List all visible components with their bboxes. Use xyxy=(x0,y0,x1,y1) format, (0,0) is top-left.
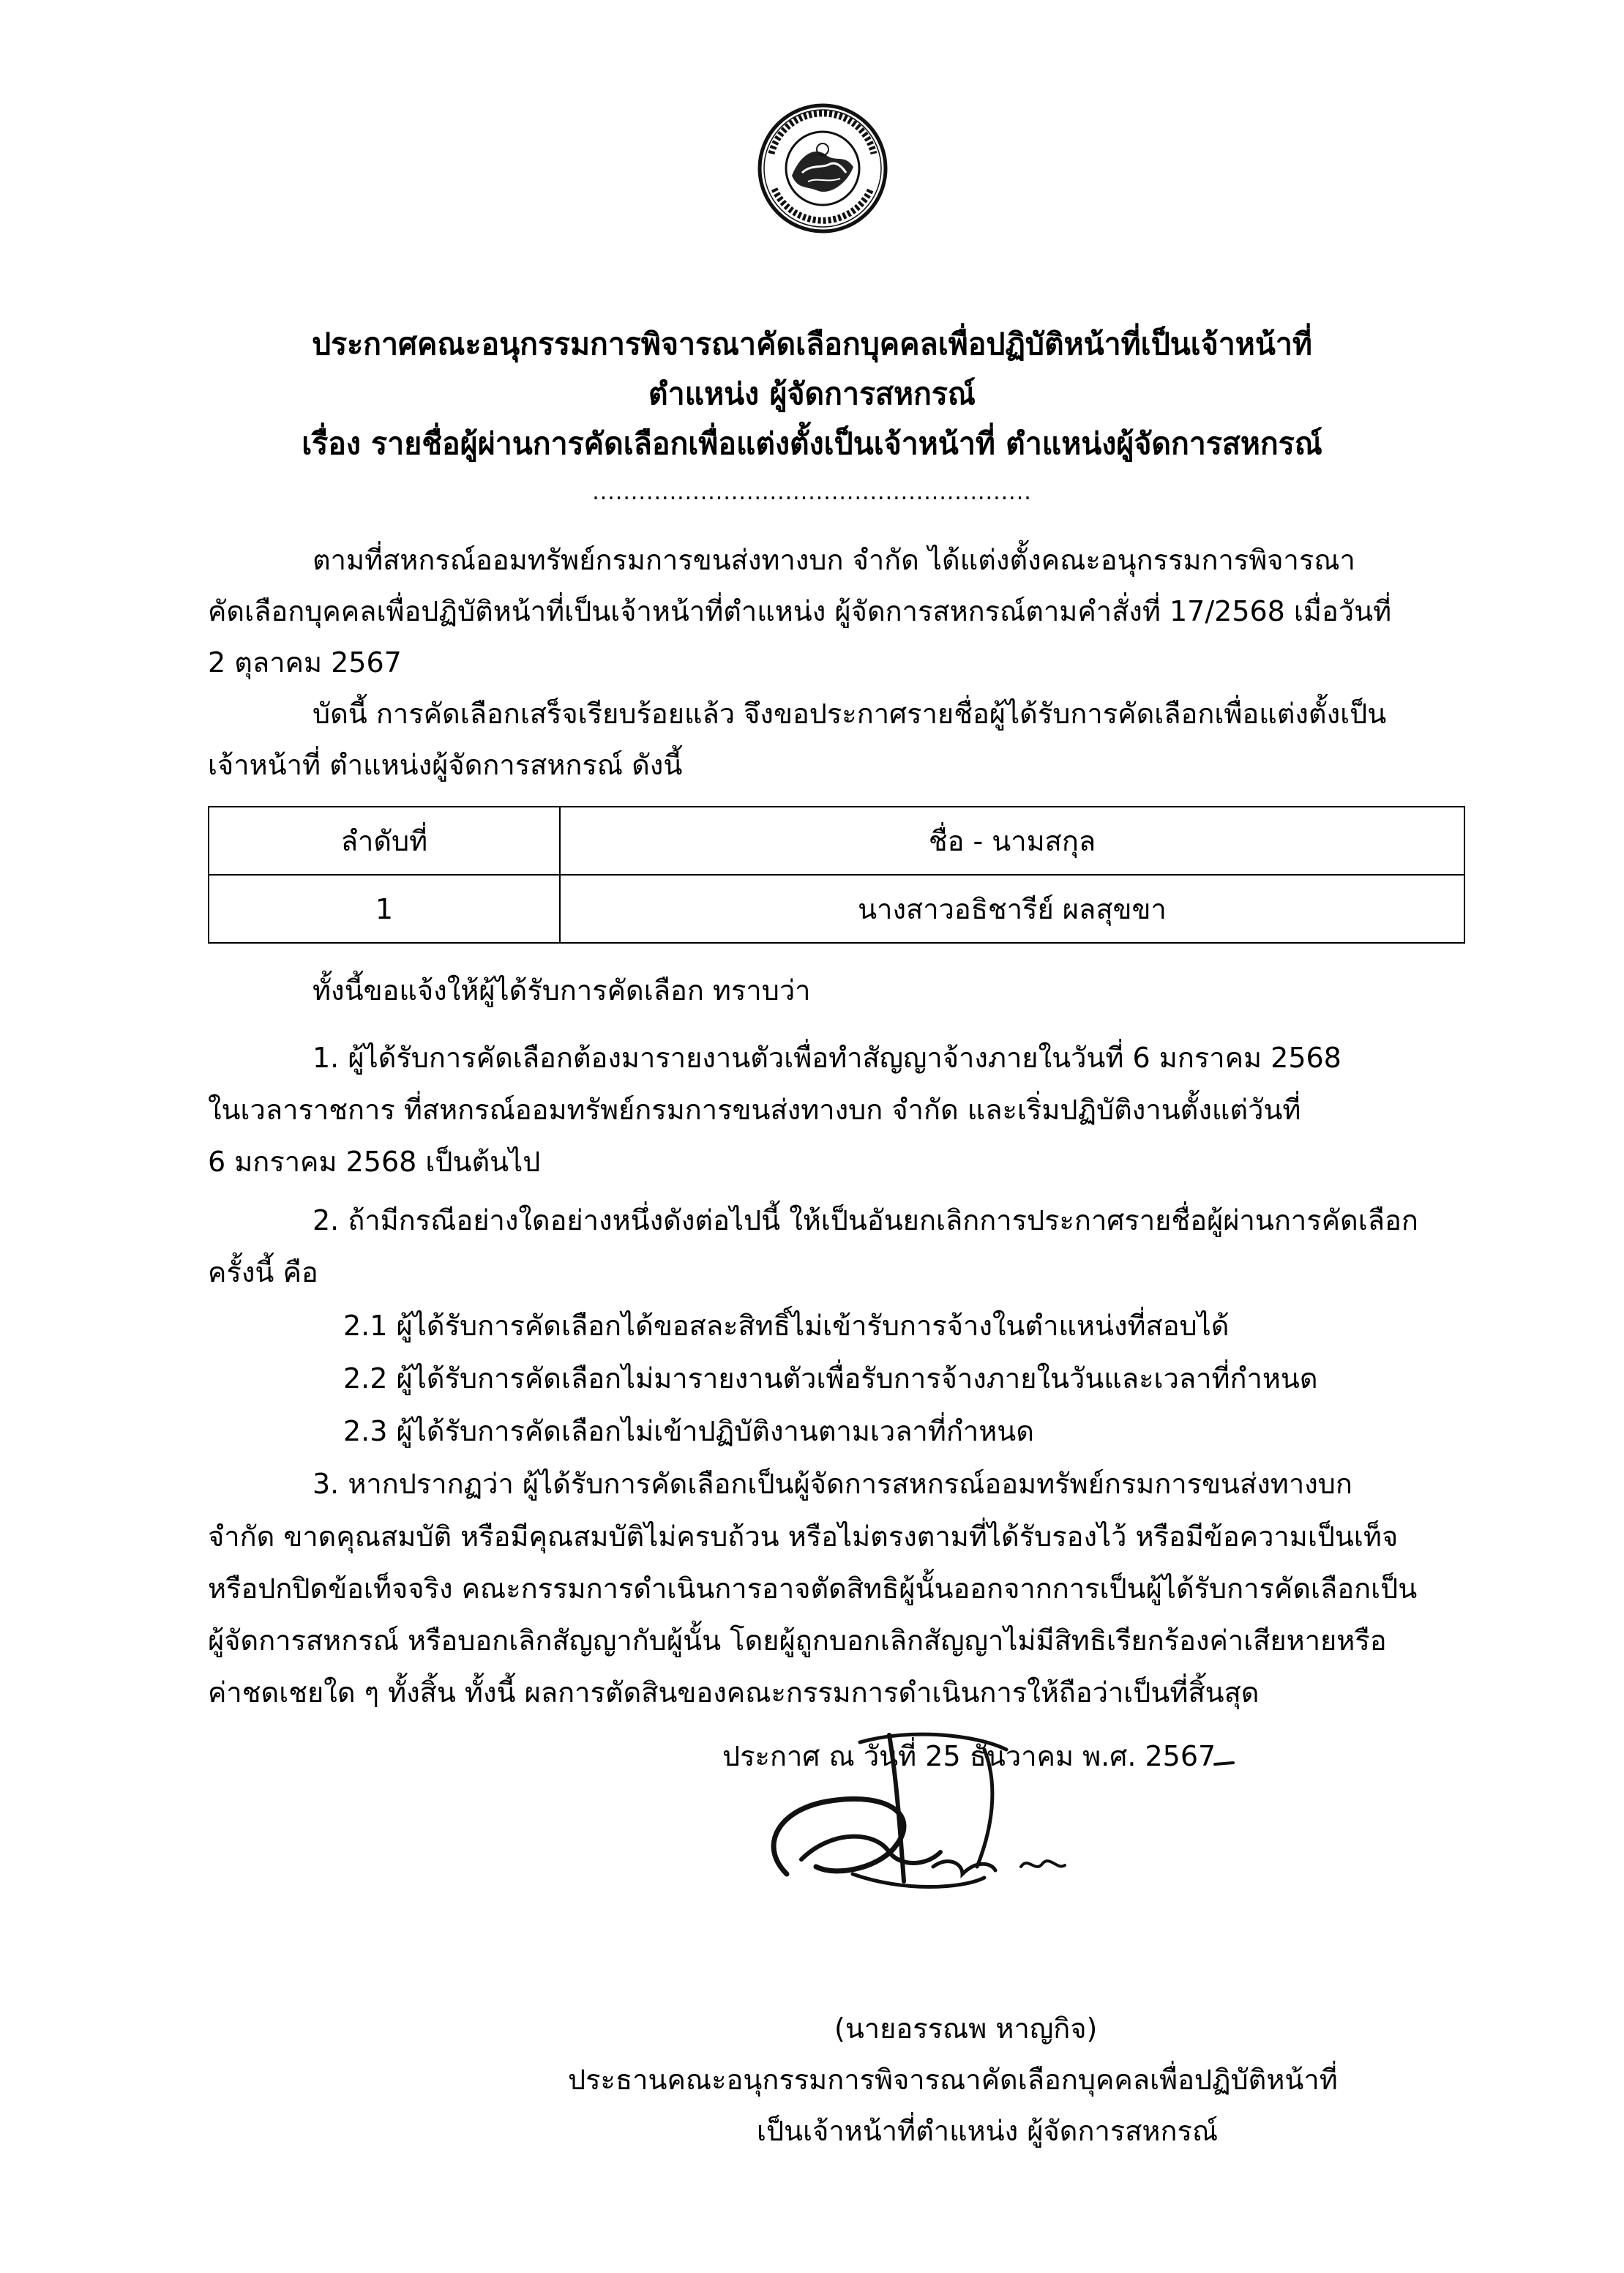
signatory-position-line2: เป็นเจ้าหน้าที่ตำแหน่ง ผู้จัดการสหกรณ์ xyxy=(757,2115,1219,2147)
item3-line2: จำกัด ขาดคุณสมบัติ หรือมีคุณสมบัติไม่ครบถ้วน หรือไม่ตรงตามที่ได้รับรองไว้ หรือมีข้อความเป็นเท็จ xyxy=(208,1520,1399,1553)
table-header-row xyxy=(209,807,1464,875)
header-fullname: ชื่อ - นามสกุล xyxy=(560,807,1464,875)
item2-1: 2.1 ผู้ได้รับการคัดเลือกได้ขอสละสิทธิ์ไม่เข้ารับการจ้างในตำแหน่งที่สอบได้ xyxy=(343,1310,1230,1342)
item3-line3: หรือปกปิดข้อเท็จจริง คณะกรรมการดำเนินการอาจตัดสิทธิผู้นั้นออกจากการเป็นผู้ได้รับการคัดเลือกเป็น xyxy=(208,1572,1418,1605)
handwritten-signature-icon xyxy=(743,1720,1270,1925)
table-row xyxy=(209,875,1464,943)
notice-lead: ทั้งนี้ขอแจ้งให้ผู้ได้รับการคัดเลือก ทราบว่า xyxy=(313,974,811,1007)
intro-p1-line3: 2 ตุลาคม 2567 xyxy=(208,646,402,679)
header-order: ลำดับที่ xyxy=(209,807,560,875)
item3-line4: ผู้จัดการสหกรณ์ หรือบอกเลิกสัญญากับผู้นั้น โดยผู้ถูกบอกเลิกสัญญาไม่มีสิทธิเรียกร้องค่าเสียหายหรือ xyxy=(208,1624,1387,1657)
title-line-2: ตำแหน่ง ผู้จัดการสหกรณ์ xyxy=(648,376,976,411)
item1-line2: ในเวลาราชการ ที่สหกรณ์ออมทรัพย์กรมการขนส่งทางบก จำกัด และเริ่มปฏิบัติงานตั้งแต่วันที่ xyxy=(208,1094,1301,1126)
announce-date: ประกาศ ณ วันที่ 25 ธันวาคม พ.ศ. 2567 xyxy=(722,1740,1216,1772)
cooperative-seal-icon xyxy=(757,102,888,234)
title-line-1: ประกาศคณะอนุกรรมการพิจารณาคัดเลือกบุคคลเพื่อปฏิบัติหน้าที่เป็นเจ้าหน้าที่ xyxy=(312,326,1312,362)
item3-line1: 3. หากปรากฏว่า ผู้ได้รับการคัดเลือกเป็นผู้จัดการสหกรณ์ออมทรัพย์กรมการขนส่งทางบก xyxy=(313,1468,1352,1500)
title-line-3: เรื่อง รายชื่อผู้ผ่านการคัดเลือกเพื่อแต่งตั้งเป็นเจ้าหน้าที่ ตำแหน่งผู้จัดการสหกรณ์ xyxy=(302,426,1322,461)
item2-line2: ครั้งนี้ คือ xyxy=(208,1256,318,1288)
intro-p2-line2: เจ้าหน้าที่ ตำแหน่งผู้จัดการสหกรณ์ ดังนี้ xyxy=(208,749,683,781)
cell-fullname: นางสาวอธิชารีย์ ผลสุขขา xyxy=(560,875,1464,943)
signatory-position-line1: ประธานคณะอนุกรรมการพิจารณาคัดเลือกบุคคลเพื่อปฏิบัติหน้าที่ xyxy=(568,2064,1338,2096)
item2-line1: 2. ถ้ามีกรณีอย่างใดอย่างหนึ่งดังต่อไปนี้ ให้เป็นอันยกเลิกการประกาศรายชื่อผู้ผ่านการคัดเลือก xyxy=(313,1204,1418,1236)
item1-line3: 6 มกราคม 2568 เป็นต้นไป xyxy=(208,1146,541,1178)
item2-3: 2.3 ผู้ได้รับการคัดเลือกไม่เข้าปฏิบัติงานตามเวลาที่กำหนด xyxy=(343,1415,1034,1447)
item3-line5: ค่าชดเชยใด ๆ ทั้งสิ้น ทั้งนี้ ผลการตัดสินของคณะกรรมการดำเนินการให้ถือว่าเป็นที่สิ้นสุด xyxy=(208,1676,1260,1709)
selected-candidates-table xyxy=(208,806,1465,944)
intro-p2-line1: บัดนี้ การคัดเลือกเสร็จเรียบร้อยแล้ว จึงขอประกาศรายชื่อผู้ได้รับการคัดเลือกเพื่อแต่งตั้งเป็น xyxy=(313,698,1387,730)
item1-line1: 1. ผู้ได้รับการคัดเลือกต้องมารายงานตัวเพื่อทำสัญญาจ้างภายในวันที่ 6 มกราคม 2568 xyxy=(313,1042,1342,1074)
cell-order: 1 xyxy=(209,875,560,943)
intro-p1-line1: ตามที่สหกรณ์ออมทรัพย์กรมการขนส่งทางบก จำกัด ได้แต่งตั้งคณะอนุกรรมการพิจารณา xyxy=(313,544,1355,576)
signatory-name: (นายอรรณพ หาญกิจ) xyxy=(834,2012,1098,2045)
item2-2: 2.2 ผู้ได้รับการคัดเลือกไม่มารายงานตัวเพื่อรับการจ้างภายในวันและเวลาที่กำหนด xyxy=(343,1362,1318,1395)
intro-p1-line2: คัดเลือกบุคคลเพื่อปฏิบัติหน้าที่เป็นเจ้าหน้าที่ตำแหน่ง ผู้จัดการสหกรณ์ตามคำสั่งที่ 17/2568 เมื่อวันที่ xyxy=(208,595,1392,627)
title-separator: ......................................................... xyxy=(592,479,1032,505)
